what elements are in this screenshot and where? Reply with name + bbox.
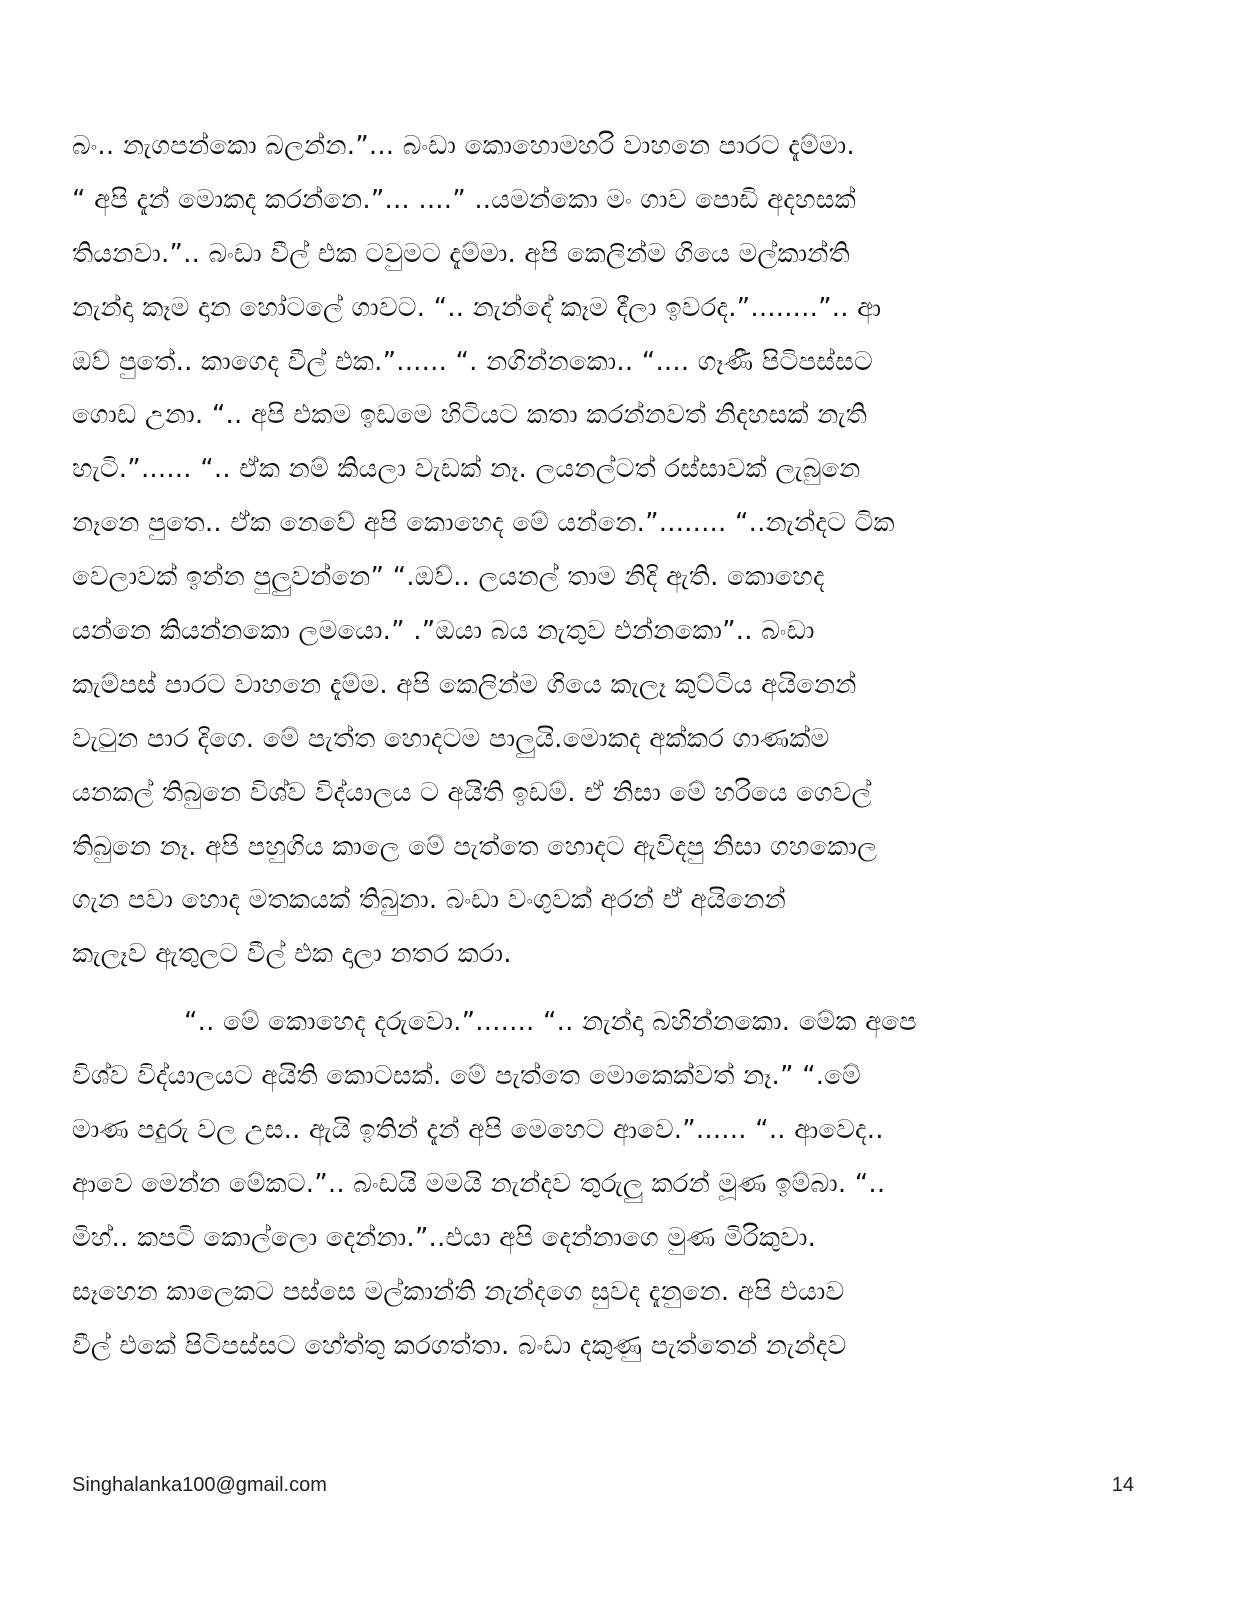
- text-line: වැටුන පාර දිගෙ. මේ පැත්ත හොදටම පාලුයි.මොකද අක්කර ගාණක්ම: [72, 723, 830, 754]
- text-line: තියනවා.”.. බංඩා වීල් එක ටවුමට දැම්මා. අපි කෙලින්ම ගියෙ මල්කාන්ති: [72, 238, 850, 269]
- footer-email: Singhalanka100@gmail.com: [72, 1474, 327, 1496]
- text-line: බං.. නැගපන්කො බලන්න.”... බංඩා කොහොමහරි වාහනෙ පාරට දැම්මා.: [72, 131, 855, 161]
- text-line: යන්නෙ කියන්නකො ලමයො.” .”ඔයා බය නැතුව එන්නකො”.. බංඩා: [72, 616, 815, 647]
- paragraph-1: [72, 120, 1164, 982]
- paragraph-2: [72, 996, 1164, 1373]
- text-line: මිහ්.. කපටි කොල්ලො දෙන්නා.”..එයා අපි දෙන්නාගෙ මුණ මිරිකුවා.: [72, 1222, 817, 1253]
- text-line: වීල් එකේ පිටිපස්සට හේත්තු කරගත්තා. බංඩා දකුණු පැත්තෙන් නැන්දව: [72, 1330, 847, 1361]
- text-line: කැම්පස් පාරට වාහනෙ දැම්ම. අපි කෙලින්ම ගියෙ කැලෑ කුට්ටිය අයිනෙන්: [72, 669, 857, 700]
- text-line: ගැන පවා හොද මතකයක් තිබුනා. බංඩා වංගුවක් අරන් ඒ අයිනෙන්: [72, 885, 786, 916]
- text-line: තිබුනෙ නෑ. අපි පහුගිය කාලෙ මේ පැත්තෙ හොදට ඇවිදපු නිසා ගහකොල: [72, 831, 878, 862]
- text-line: සෑහෙන කාලෙකට පස්සෙ මල්කාන්ති නැන්දගෙ සුවද දැනුනෙ. අපි එයාව: [72, 1276, 845, 1307]
- page-number: 14: [1111, 1474, 1134, 1496]
- body-text: [72, 120, 1164, 1373]
- paragraph-spacer: [72, 982, 1164, 996]
- text-line: යනකල් තිබුනෙ විශ්ව විද්යාලය ට අයිති ඉඩම්. ඒ නිසා මේ හරියෙ ගෙවල්: [72, 777, 872, 808]
- text-line: “ අපි දැන් මොකද කරන්නෙ.”... ....” ..යමන්කො මං ගාව පොඩි අදහසක්: [72, 184, 856, 215]
- text-line: වෙලාවක් ඉන්න පුලුවන්නෙ” “.ඔව්.. ලයනල් තාම නිදි ඇති. කොහෙද: [72, 562, 825, 593]
- text-line: කැලෑව ඇතුලට වීල් එක දාලා නතර කරා.: [72, 939, 512, 970]
- text-line: නැන්දා කෑම දාන හෝටලේ ගාවට. “.. නැන්දේ කෑම දීලා ඉවරද.”........”.. ආ: [72, 292, 882, 323]
- text-line: නෑනෙ පුතෙ.. ඒක නෙවේ අපි කොහෙද මේ යන්නෙ.”........ “..නැන්දට ටික: [72, 508, 895, 539]
- text-line: විශ්ව විද්යාලයට අයිති කොටසක්. මේ පැත්තෙ මොකෙක්වත් නෑ.” “.මේ: [72, 1061, 861, 1092]
- text-line: “.. මේ කොහෙද දරුවො.”....... “.. නැන්දා බහින්නකො. මේක අපෙ: [184, 1007, 917, 1038]
- text-line: ඔව් පුතේ.. කාගෙද වීල් එක.”...... “. නගින්නකො.. “.... ගෑණී පිටිපස්සට: [72, 346, 873, 377]
- text-line: මාණ පදුරු වල උස.. ඇයි ඉතින් දැන් අපි මෙහෙට ආවෙ.”...... “.. ආවෙද..: [72, 1115, 884, 1146]
- text-line: හැටි.”...... “.. ඒක නම් කියලා වැඩක් නෑ. ලයනල්ටත් රස්සාවක් ලැබුනෙ: [72, 454, 861, 485]
- text-line: ගොඩ උනා. “.. අපි එකම ඉඩමෙ හිටියට කතා කරන්නවත් නිදහසක් නැති: [72, 400, 868, 431]
- text-line: ආවෙ මෙන්න මේකට.”.. බංඩයි මමයි නැන්දව තුරුලු කරන් මූණ ඉම්බා. “..: [72, 1168, 886, 1199]
